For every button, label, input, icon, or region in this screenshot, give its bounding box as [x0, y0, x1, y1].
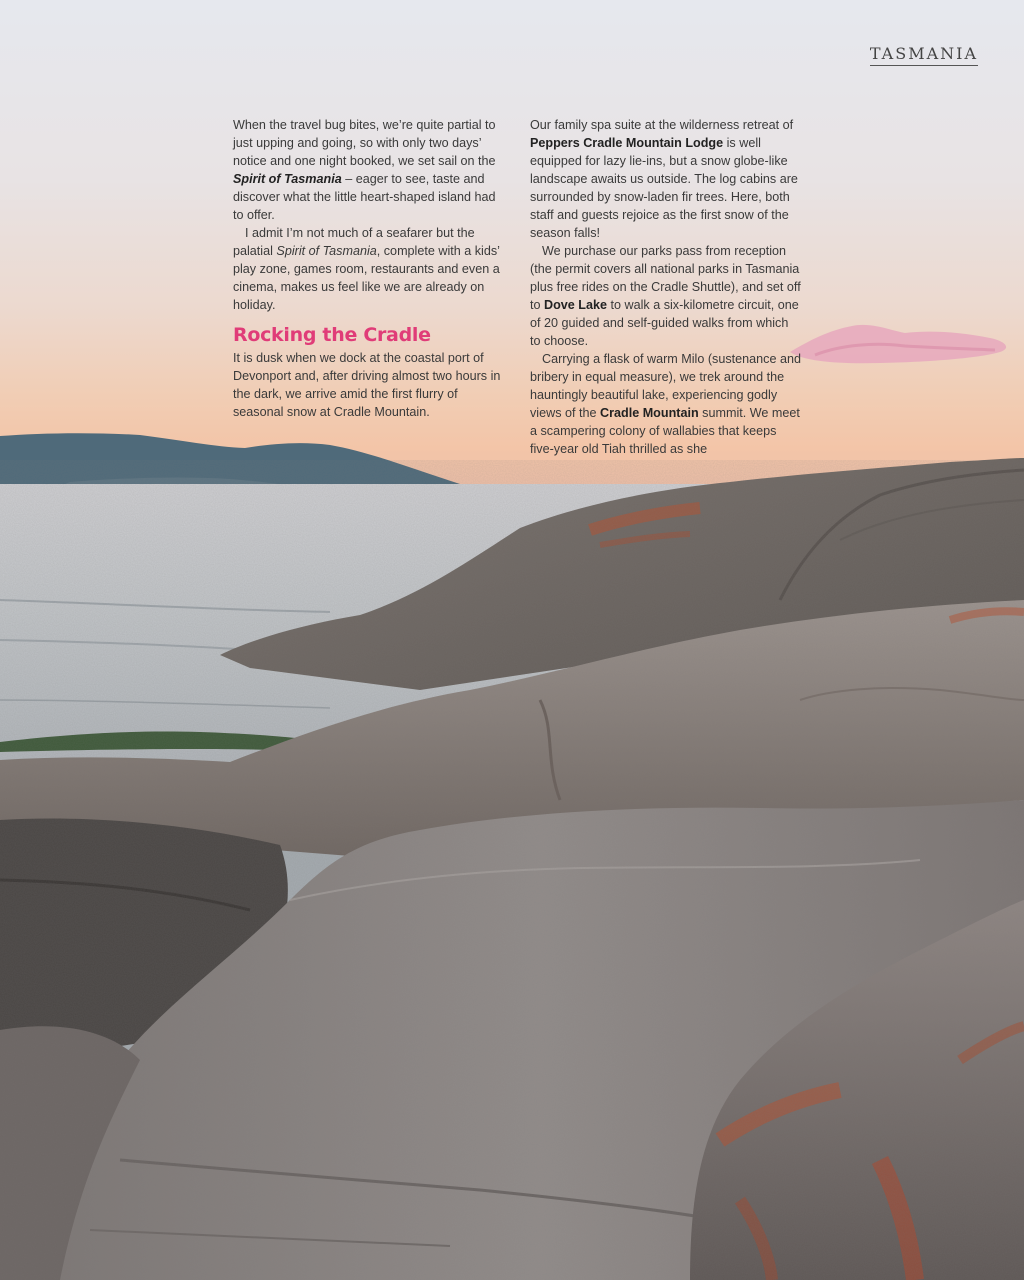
- ferry-name: Spirit of Tasmania: [233, 172, 342, 186]
- paragraph: We purchase our parks pass from reception (the permit covers all national parks in Tasmania plus free rides on the Cradle Shuttle), and set off to Dove Lake to walk a six-kilometre circuit, one of 20 guided and self-guided walks from which to choose.: [530, 244, 801, 348]
- article-column-right: [530, 116, 802, 458]
- paragraph: When the travel bug bites, we’re quite partial to just upping and going, so with only two days’ notice and one night booked, we set sail on the Spirit of Tasmania – eager to see, taste and discover what the little heart-shaped island had to offer.: [233, 118, 496, 222]
- paragraph: Carrying a flask of warm Milo (sustenance and bribery in equal measure), we trek around the hauntingly beautiful lake, experiencing godly views of the Cradle Mountain summit. We meet a scampering colony of wallabies that keeps five-year old Tiah thrilled as she: [530, 352, 801, 456]
- ferry-name: Spirit of Tasmania: [276, 244, 377, 258]
- section-label: TASMANIA: [870, 44, 978, 66]
- paragraph: It is dusk when we dock at the coastal port of Devonport and, after driving almost two hours in the dark, we arrive amid the first flurry of seasonal snow at Cradle Mountain.: [233, 351, 501, 419]
- place-name: Peppers Cradle Mountain Lodge: [530, 136, 724, 150]
- paragraph: Our family spa suite at the wilderness retreat of Peppers Cradle Mountain Lodge is well equipped for lazy lie-ins, but a snow globe-like landscape awaits us outside. The log cabins are surrounded by snow-laden fir trees. Here, both staff and guests rejoice as the first snow of the season falls!: [530, 118, 798, 240]
- article-column-left: [233, 116, 505, 421]
- section-heading: Rocking the Cradle: [233, 324, 431, 346]
- place-name: Cradle Mountain: [600, 406, 699, 420]
- paragraph: I admit I’m not much of a seafarer but the palatial Spirit of Tasmania, complete with a kids’ play zone, games room, restaurants and even a cinema, makes us feel like we are already on holiday.: [233, 226, 500, 312]
- place-name: Dove Lake: [544, 298, 608, 312]
